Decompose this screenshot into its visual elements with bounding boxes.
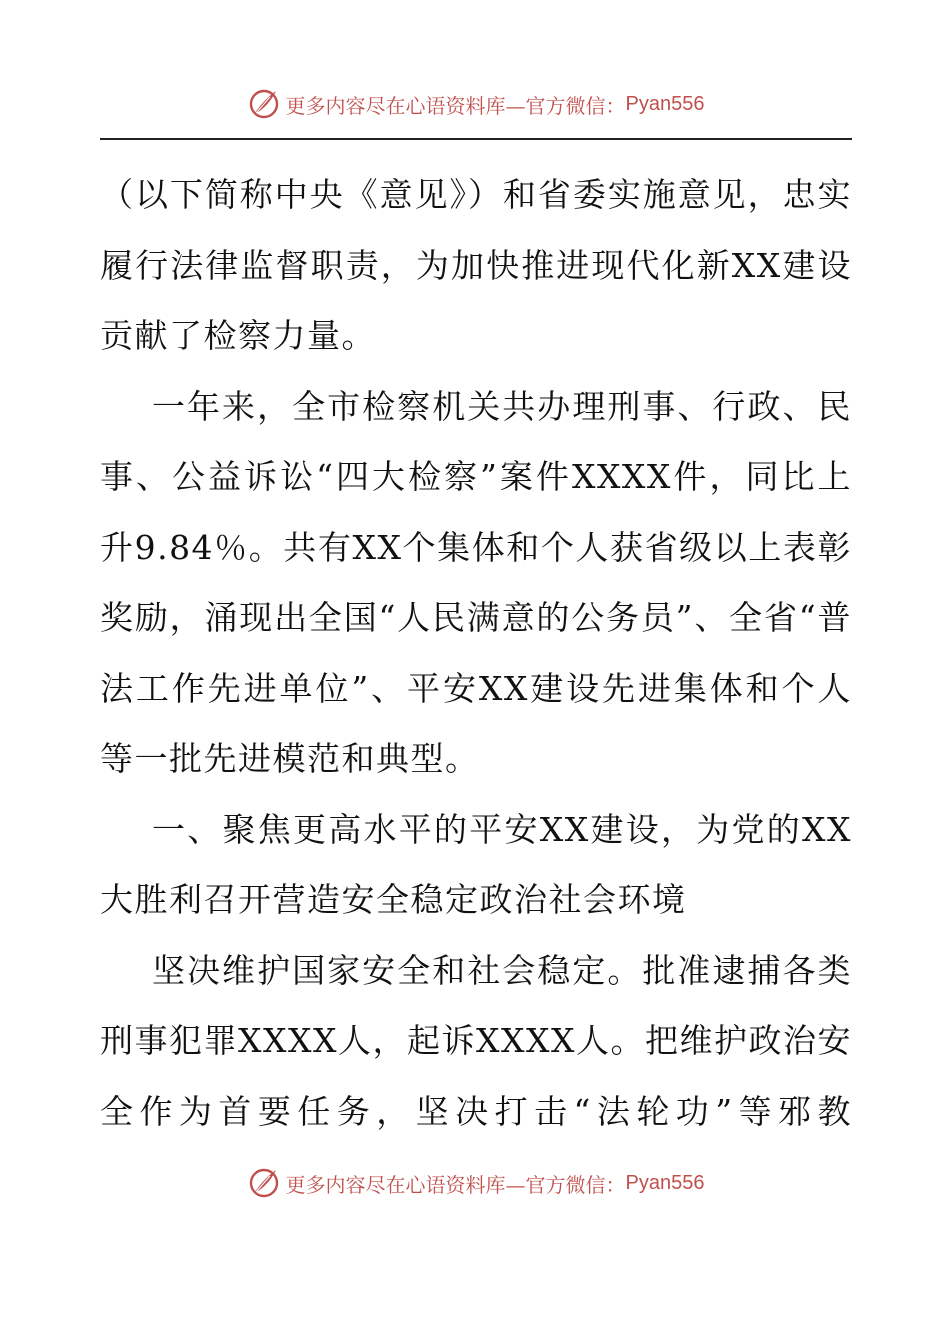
- document-body: [100, 160, 852, 1147]
- paragraph-1: （以下简称中央《意见》）和省委实施意见，忠实履行法律监督职责，为加快推进现代化新XX建设贡献了检察力量。: [100, 175, 852, 355]
- footer-wechat-id: Pyan556: [625, 1171, 705, 1194]
- header-wechat-id: Pyan556: [625, 92, 705, 115]
- header-wechat-label: 官方微信：: [525, 93, 626, 118]
- footer-banner-text: 更多内容尽在心语资料库—: [285, 1172, 526, 1197]
- section-heading-1: 一、聚焦更高水平的平安XX建设，为党的XX大胜利召开营造安全稳定政治社会环境: [100, 809, 852, 919]
- footer-banner: [0, 1163, 950, 1203]
- paragraph-3: 坚决维护国家安全和社会稳定。批准逮捕各类刑事犯罪XXXX人，起诉XXXX人。把维护政治安全作为首要任务，坚决打击“法轮功”等邪教: [100, 950, 852, 1131]
- header-banner: [0, 84, 950, 124]
- feather-pen-logo-icon: [246, 86, 282, 122]
- header-banner-text: 更多内容尽在心语资料库—: [285, 93, 526, 118]
- header-divider: [100, 138, 852, 140]
- footer-wechat-label: 官方微信：: [525, 1172, 626, 1197]
- feather-pen-logo-icon: [246, 1165, 282, 1201]
- paragraph-2: 一年来，全市检察机关共办理刑事、行政、民事、公益诉讼“四大检察”案件XXXX件，同比上升9.84％。共有XX个集体和个人获省级以上表彰奖励，涌现出全国“人民满意的公务员”、全省“普法工作先进单位”、平安XX建设先进集体和个人等一批先进模范和典型。: [100, 386, 852, 778]
